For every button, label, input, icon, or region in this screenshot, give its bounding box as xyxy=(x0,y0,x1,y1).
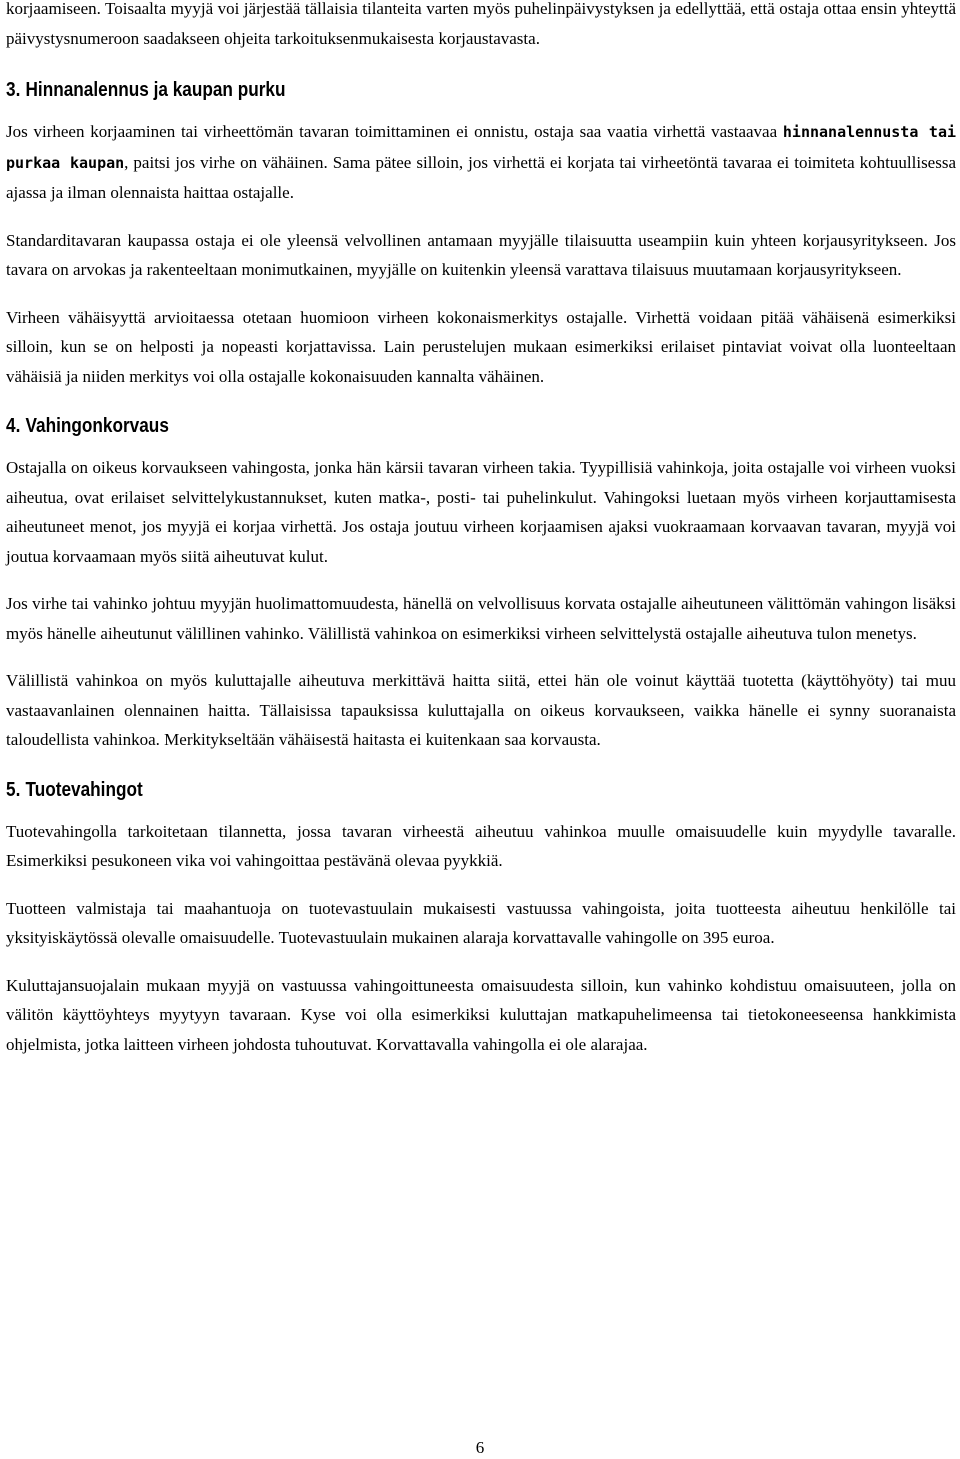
section-3-paragraph-2: Standarditavaran kaupassa ostaja ei ole yleensä velvollinen antamaan myyjälle tilaisuutta useampiin kuin yhteen korjausyritykseen. Jos tavara on arvokas ja rakenteeltaan monimutkainen, myyjälle on kuitenkin yleensä varattava tilaisuus muutamaan korjausyritykseen. xyxy=(6,230,956,279)
section-4-title xyxy=(6,413,823,439)
document-page xyxy=(6,0,956,1059)
section-3-paragraph-1 xyxy=(6,117,956,208)
section-4-paragraph-1: Ostajalla on oikeus korvaukseen vahingosta, jonka hän kärsii tavaran virheen takia. Tyypillisiä vahinkoja, joita ostajalle voi virheen vuoksi aiheutua, ovat erilaiset selvittelykustannukset, kuten matka-, posti- tai puhelinkulut. Vahingoksi luetaan myös virheen korjauttamisesta aiheutuneet menot, jos myyjä ei korjaa virhettä. Jos ostaja joutuu virheen korjaamisen ajaksi vuokraamaan korvaavan tavaran, myyjä voi joutua korvaamaan myös siitä aiheutuvat kulut. xyxy=(6,458,956,566)
section-4-number: 4. xyxy=(6,415,21,437)
page-number: 6 xyxy=(475,1438,485,1457)
intro-paragraph: korjaamiseen. Toisaalta myyjä voi järjestää tällaisia tilanteita varten myös puhelinpäivystyksen ja edellyttää, että ostaja ottaa ensin yhteyttä päivystysnumeroon saadakseen ohjeita tarkoituksenmukaisesta korjaustavasta. xyxy=(6,0,956,48)
section-5-paragraph-2: Tuotteen valmistaja tai maahantuoja on tuotevastuulain mukaisesti vastuussa vahingoista, joita tuotteesta aiheutuu henkilölle tai yksityiskäytössä olevalle omaisuudelle. Tuotevastuulain mukainen alaraja korvattavalle vahingolle on 395 euroa. xyxy=(6,898,956,947)
section-4-paragraph-2: Jos virhe tai vahinko johtuu myyjän huolimattomuudesta, hänellä on velvollisuus korvata ostajalle aiheutuneen välittömän vahingon lisäksi myös hänelle aiheutunut välillinen vahinko. Välillistä vahinkoa on esimerkiksi virheen selvittelystä ostajalle aiheutuva tulon menetys. xyxy=(6,594,956,643)
section-3-title-text: Hinnanalennus ja kaupan purku xyxy=(25,79,286,101)
section-5-paragraph-1: Tuotevahingolla tarkoitetaan tilannetta, jossa tavaran virheestä aiheutuu vahinkoa muulle omaisuudelle kuin myydylle tavaralle. Esimerkiksi pesukoneen vika voi vahingoittaa pestävänä olevaa pyykkiä. xyxy=(6,821,956,870)
section-4-title-text: Vahingonkorvaus xyxy=(25,415,169,437)
section-5-heading xyxy=(6,777,956,803)
section-4-paragraph-3: Välillistä vahinkoa on myös kuluttajalle aiheutuva merkittävä haitta siitä, ettei hän ole voinut käyttää tuotetta (käyttöhyöty) tai muu vastaavanlainen olennainen haitta. Tällaisissa tapauksissa kuluttajalla on oikeus korvaukseen, vaikka hänelle ei synny suoranaista taloudellista vahinkoa. Merkitykseltään vähäisestä haitasta ei kuitenkaan saa korvausta. xyxy=(6,671,956,749)
section-5-number: 5. xyxy=(6,778,21,801)
section-5-title xyxy=(6,777,823,803)
section-3-heading xyxy=(6,77,956,103)
section-3-p1-text-after: , paitsi jos virhe on vähäinen. Sama pätee silloin, jos virhettä ei korjata tai virheetöntä tavaraa ei toimiteta kohtuullisessa ajassa ja ilman olennaista haittaa ostajalle. xyxy=(6,152,957,202)
section-3-p1-text-before: Jos virheen korjaaminen tai virheettömän tavaran toimittaminen ei onnistu, ostaja saa vaatia virhettä vastaavaa xyxy=(6,122,783,141)
section-4-heading xyxy=(6,413,956,439)
section-5-paragraph-3: Kuluttajansuojalain mukaan myyjä on vastuussa vahingoittuneesta omaisuudesta silloin, kun vahinko kohdistuu omaisuuteen, jolla on välitön käyttöyhteys myytyyn tavaraan. Kyse voi olla esimerkiksi kuluttajan matkapuhelimeensa tai tietokoneeseensa hankkimista ohjelmista, jotka laitteen virheen johdosta tuhoutuvat. Korvattavalla vahingolla ei ole alarajaa. xyxy=(6,975,956,1054)
section-3-paragraph-3: Virheen vähäisyyttä arvioitaessa otetaan huomioon virheen kokonaismerkitys ostajalle. Virhettä voidaan pitää vähäisenä esimerkiksi silloin, kun se on helposti ja nopeasti korjattavissa. Lain perustelujen mukaan esimerkiksi erilaiset pintaviat voivat olla luonteeltaan vähäisiä ja niiden merkitys voi olla ostajalle kokonaisuuden kannalta vähäinen. xyxy=(6,307,956,386)
section-5-title-text: Tuotevahingot xyxy=(25,778,143,801)
section-3-title xyxy=(6,77,823,103)
section-3-p1-bold-phrase: hinnanalennusta tai purkaa kaupan xyxy=(6,123,957,172)
section-3-number: 3. xyxy=(6,79,21,101)
